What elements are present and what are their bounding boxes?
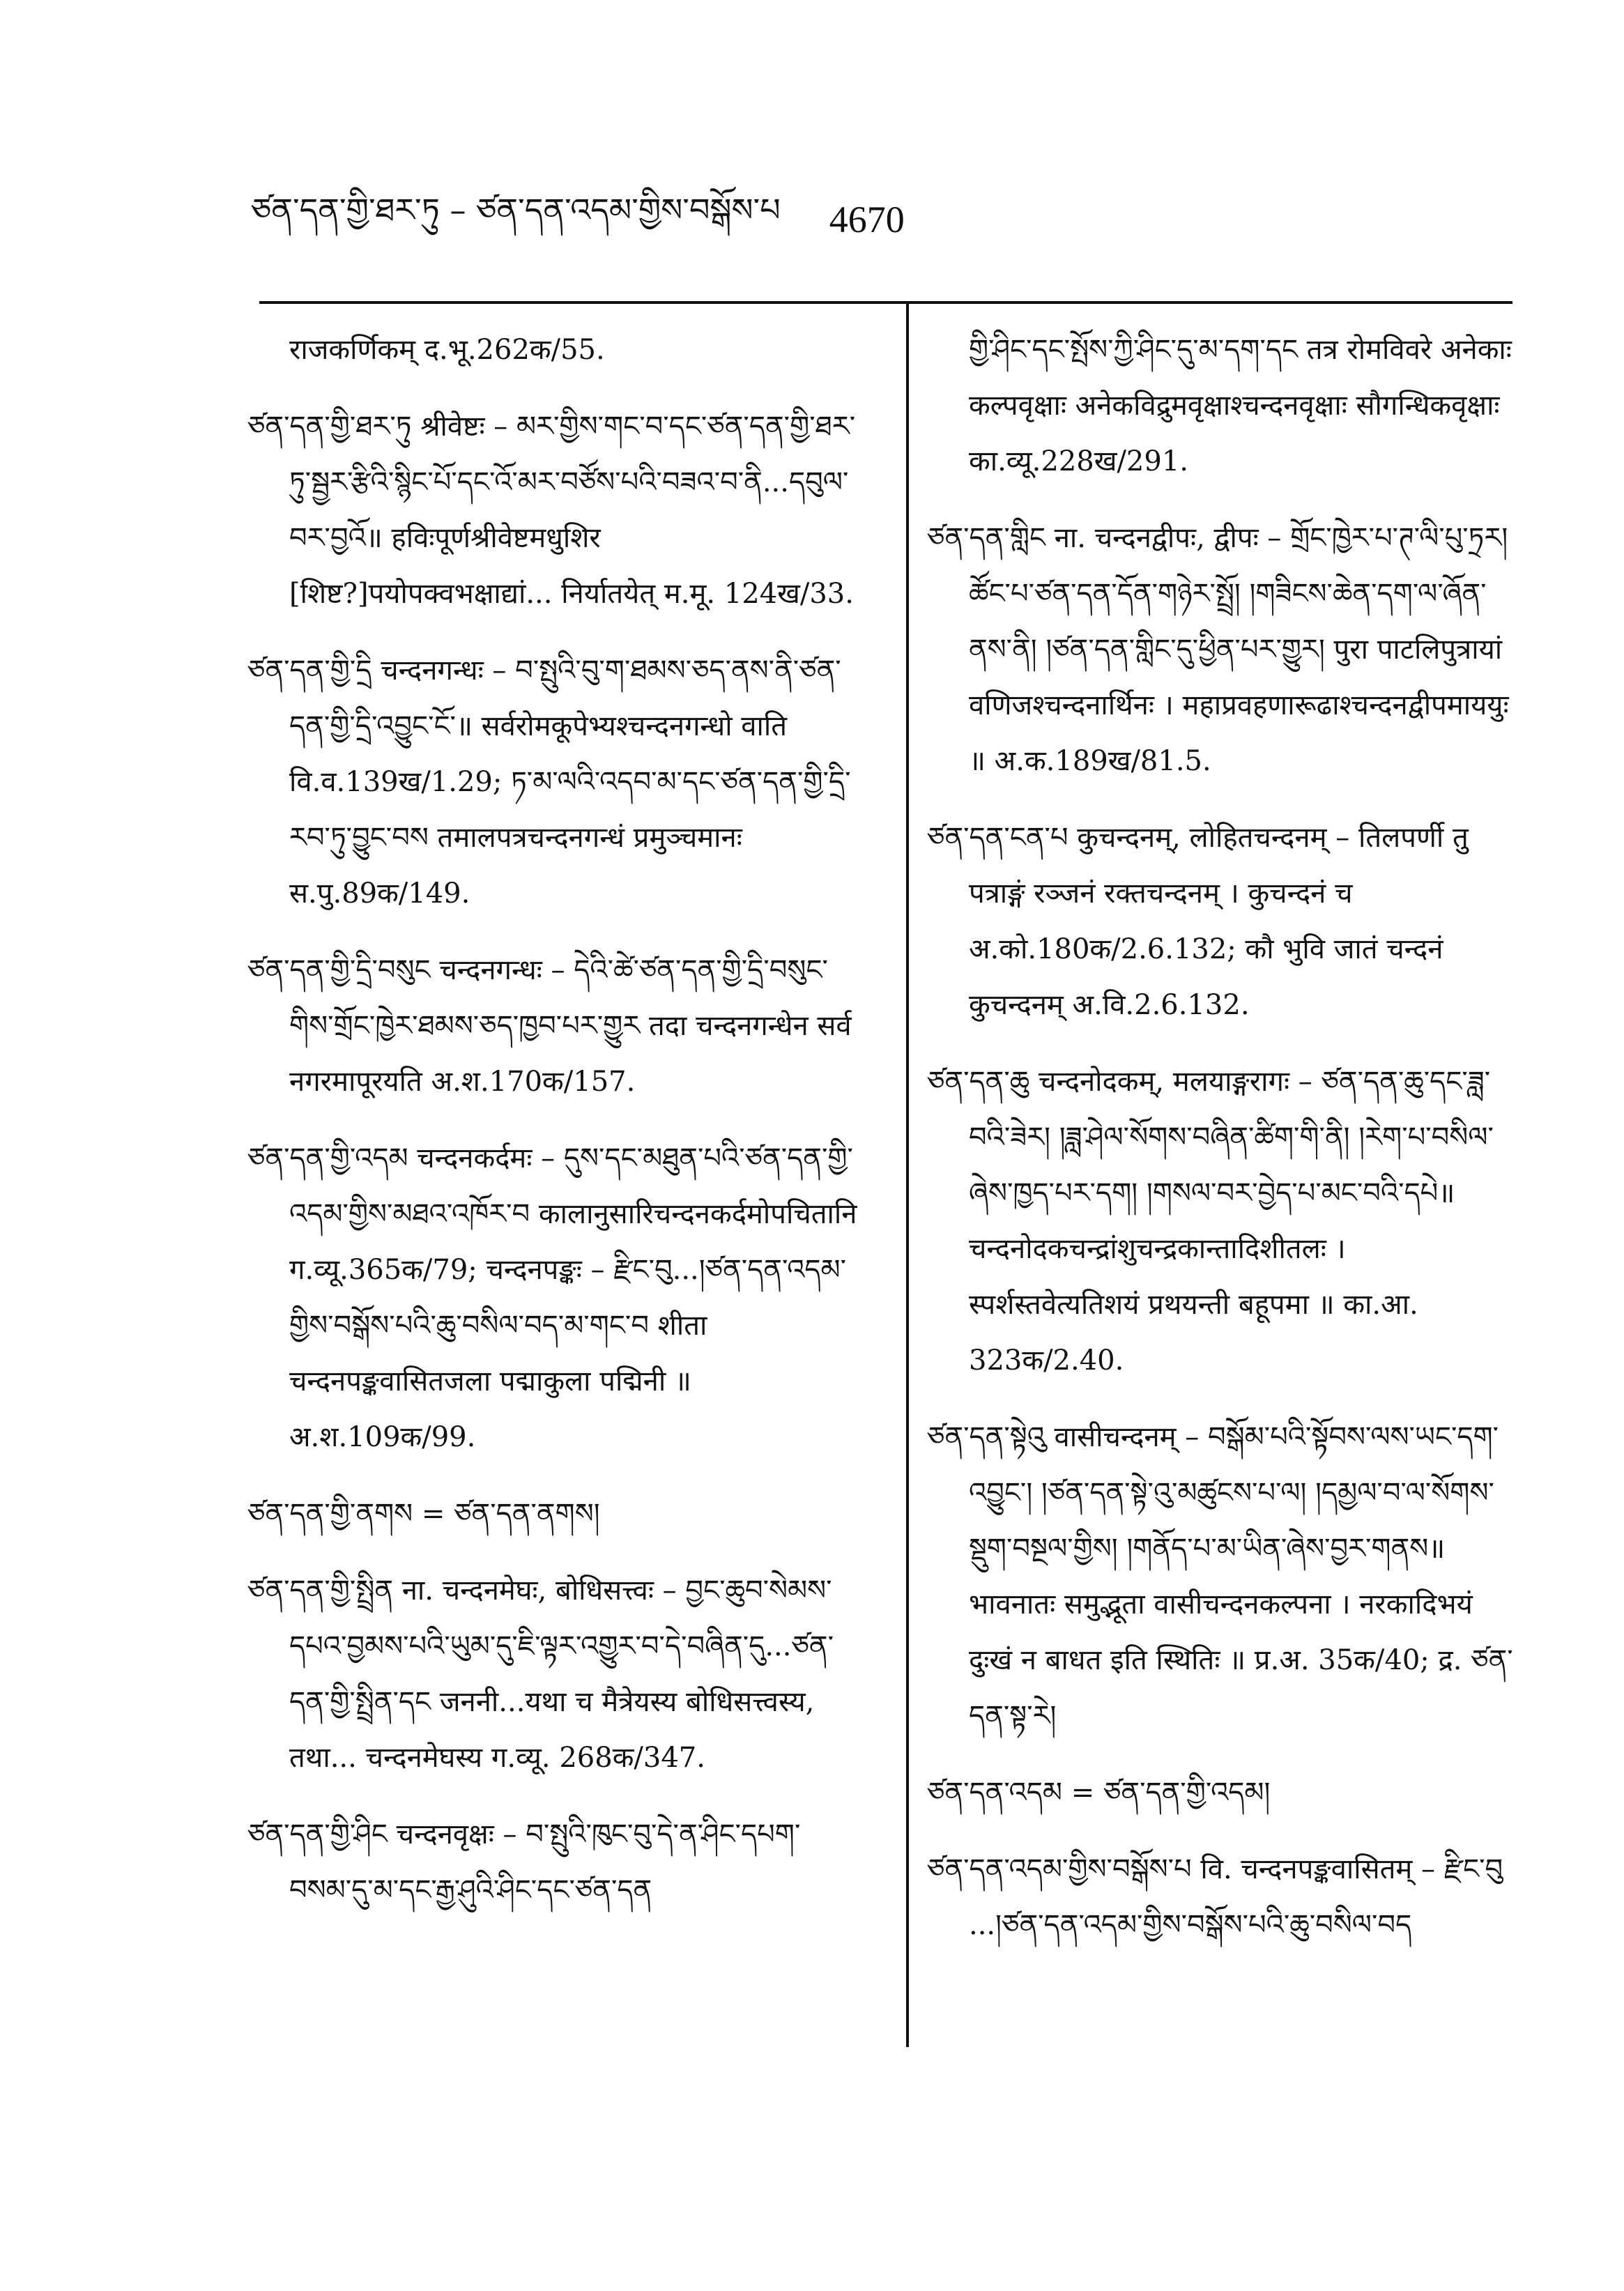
dictionary-entry: ཙན་དན་འདམ = ཙན་དན་གྱི་འདམ། (927, 1777, 1271, 1809)
dictionary-entry: राजकर्णिकम् द.भू.262क/55. (289, 334, 605, 366)
dictionary-entry: ཙན་དན་ངན་པ कुचन्दनम्, लोहितचन्दनम् – तिलपर्णी तु पत्राङ्गं रञ्जनं रक्तचन्दनम् । कुचन्दनं च अ.को.180क/2.6.132; कौ भुवि जातं चन्दनं कुचन्दनम् अ.वि.2.6.132. (927, 822, 1469, 1021)
dictionary-entry: ཙན་དན་ཆུ चन्दनोदकम्, मलयाङ्गरागः – ཙན་དན་ཆུ་དང་ཟླ་བའི་ཟེར། །ཟླ་ཤེལ་སོགས་བཞིན་ཚིག་གི་ནི། །རེག་པ་བསིལ་ཞེས་ཁྱད་པར་དག། །གསལ་བར་བྱེད་པ་མང་བའི་དཔེ॥ चन्दनोदकचन्द्रांशुचन्द्रकान्तादिशीतलः । स्पर्शस्तवेत्यतिशयं प्रथयन्ती बहूपमा ॥ का.आ. 323क/2.40. (927, 1066, 1494, 1377)
running-header (251, 188, 1366, 251)
page-number: 4670 (829, 199, 905, 240)
dictionary-entry: ཙན་དན་གྱི་ཤིང चन्दनवृक्षः – བ་སྤུའི་ཁུང་བུ་དེ་ན་ཤིང་དཔག་བསམ་དུ་མ་དང་རྒྱ་ཤུའི་ཤིང་དང་ཙན་དན (247, 1818, 801, 1906)
dictionary-entry: ཙན་དན་གྱི་ནགས = ཙན་དན་ནགས། (247, 1498, 600, 1530)
dictionary-entry: ཙན་དན་གྱི་ཐར་ཏུ श्रीवेष्टः – མར་གྱིས་གང་བ་དང་ཙན་དན་གྱི་ཐར་ཏུ་སྦྱར་རྩིའི་སྙིང་པོ་དང་འོ་མར་བཙོས་པའི་བཟའ་བ་ནི...དབུལ་བར་བྱའོ॥ हविःपूर्णश्रीवेष्टमधुशिर [शिष्ट?]पयोपक्वभक्षाद्यां... निर्यातयेत् म.मू. 124ख/33. (247, 411, 856, 610)
left-column (247, 322, 861, 1939)
dictionary-entry: ཙན་དན་གླིང ना. चन्दनद्वीपः, द्वीपः – གྲོང་ཁྱེར་པ་ཊ་ལི་པུ་ཏྲར། ཚོང་པ་ཙན་དན་དོན་གཉེར་སྤྲོ། །གཟིངས་ཆེན་དག་ལ་ཞོན་ནས་ནི། །ཙན་དན་གླིང་དུ་ཕྱིན་པར་གྱུར། पुरा पाटलिपुत्रायां वणिजश्चन्दनार्थिनः । महाप्रवहणारूढाश्चन्दनद्वीपमाययुः ॥ अ.क.189ख/81.5. (927, 522, 1509, 777)
dictionary-entry: ཙན་དན་གྱི་དྲི་བསུང चन्दनगन्धः – དེའི་ཚེ་ཙན་དན་གྱི་དྲི་བསུང་གིས་གྲོང་ཁྱེར་ཐམས་ཅད་ཁྱབ་པར་གྱུར तदा चन्दनगन्धेन सर्व नगरमापूरयति अ.श.170क/157. (247, 954, 852, 1098)
right-column (927, 322, 1519, 1974)
dictionary-entry: ཙན་དན་གྱི་དྲི चन्दनगन्धः – བ་སྤུའི་བུ་ག་ཐམས་ཅད་ནས་ནི་ཙན་དན་གྱི་དྲི་འབྱུང་ངོ་॥ सर्वरोमकूपेभ्यश्चन्दनगन्धो वाति वि.व.139ख/1.29; ཏ་མ་ལའི་འདབ་མ་དང་ཙན་དན་གྱི་དྲི་རབ་ཏུ་བྱུང་བས तमालपत्रचन्दनगन्धं प्रमुञ्चमानः स.पु.89क/149. (247, 654, 851, 910)
column-divider (906, 301, 909, 2047)
dictionary-entry: ཙན་དན་སྟེའུ वासीचन्दनम् – བསྒོམ་པའི་སྟོབས་ལས་ཡང་དག་འབྱུང་། །ཙན་དན་སྟེ་འུ་མཚུངས་པ་ལ། །དམྱལ་བ་ལ་སོགས་སྡུག་བསྔལ་གྱིས། །གནོད་པ་མ་ཡིན་ཞེས་བྱར་གནས॥ भावनातः समुद्भूता वासीचन्दनकल्पना । नरकादिभयं दुःखं न बाधत इति स्थितिः ॥ प्र.अ. 35क/40; द्र. ཙན་དན་སྟ་རེ། (927, 1421, 1513, 1732)
dictionary-entry: ཙན་དན་གྱི་འདམ चन्दनकर्दमः – དུས་དང་མཐུན་པའི་ཙན་དན་གྱི་འདམ་གྱིས་མཐའ་འཁོར་བ कालानुसारिचन्दनकर्दमोपचितानि ग.व्यू.365क/79; चन्दनपङ्कः – རྫིང་བུ...།ཙན་དན་འདམ་གྱིས་བསྒོས་པའི་ཆུ་བསིལ་བད་མ་གང་བ शीता चन्दनपङ्कवासितजला पद्माकुला पद्मिनी ॥ अ.श.109क/99. (247, 1142, 857, 1453)
running-title: ཙན་དན་གྱི་ཐར་ཏུ – ཙན་དན་འདམ་གྱིས་བསྒོས་པ (251, 190, 781, 229)
header-rule (259, 301, 1512, 304)
dictionary-entry: གྱི་ཤིང་དང་སྤོས་ཀྱི་ཤིང་དུ་མ་དག་དང तत्र रोमविवरे अनेकाः कल्पवृक्षाः अनेकविद्रुमवृक्षाश्चन्दनवृक्षाः सौगन्धिकवृक्षाः का.व्यू.228ख/291. (969, 334, 1512, 477)
dictionary-entry: ཙན་དན་གྱི་སྤྲིན ना. चन्दनमेघः, बोधिसत्त्वः – བྱང་ཆུབ་སེམས་དཔའ་བྱམས་པའི་ཡུམ་དུ་ཇི་ལྟར་འགྱུར་བ་དེ་བཞིན་དུ...ཙན་དན་གྱི་སྤྲིན་དང जननी...यथा च मैत्रेयस्य बोधिसत्त्वस्य, तथा... चन्दनमेघस्य ग.व्यू. 268क/347. (247, 1574, 834, 1774)
dictionary-entry: ཙན་དན་འདམ་གྱིས་བསྒོས་པ वि. चन्दनपङ्कवासितम् – རྫིང་བུ ...།ཙན་དན་འདམ་གྱིས་བསྒོས་པའི་ཆུ་བསིལ་བད (927, 1853, 1503, 1941)
